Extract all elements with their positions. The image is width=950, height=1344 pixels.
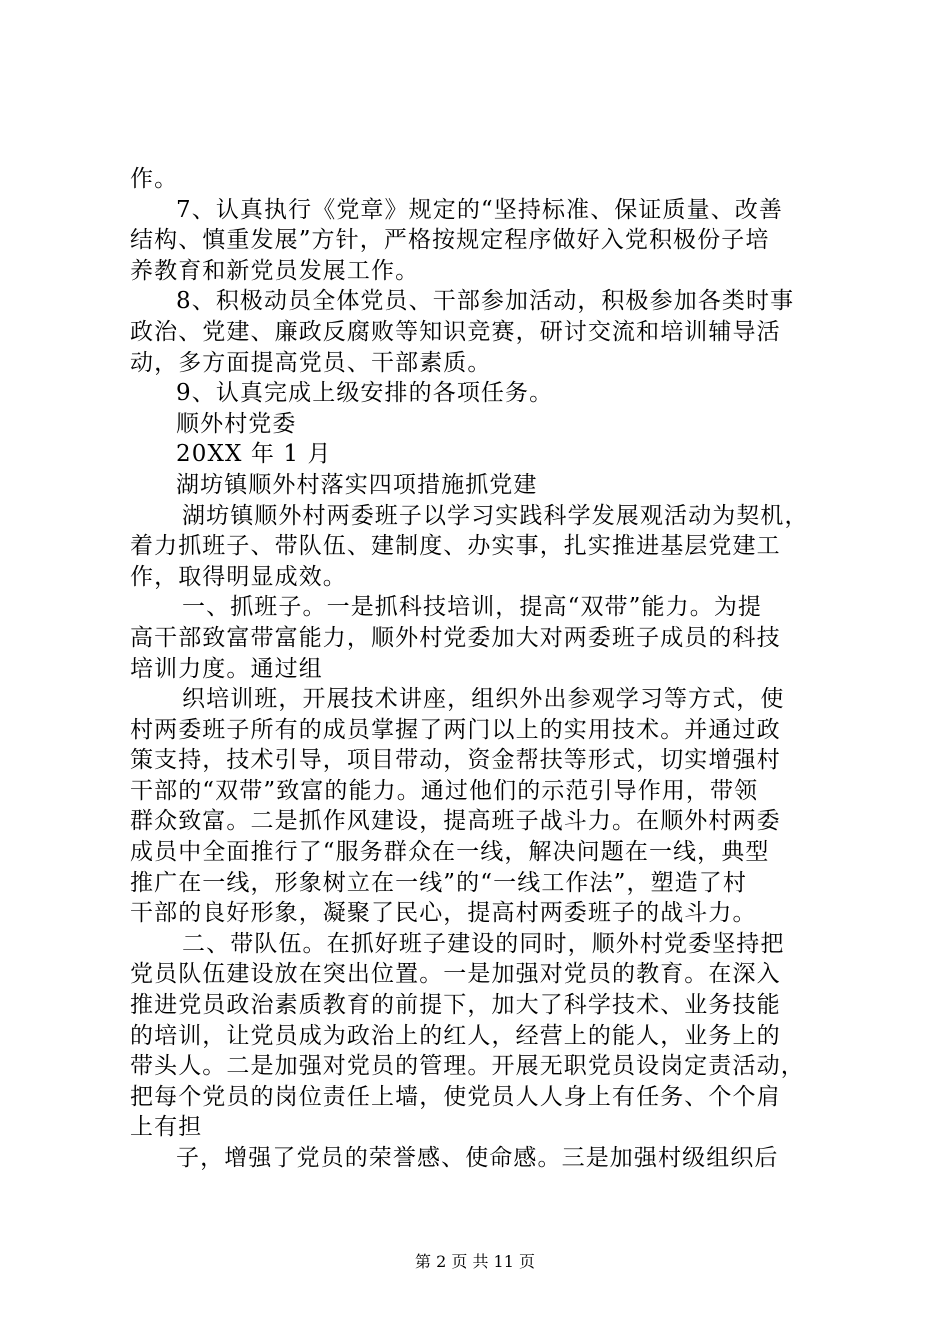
text-line: 7、认真执行《党章》规定的“坚持标准、保证质量、改善 bbox=[176, 196, 783, 223]
signature-org: 顺外村党委 bbox=[176, 410, 297, 437]
text-line: 村两委班子所有的成员掌握了两门以上的实用技术。并通过政 bbox=[130, 716, 781, 743]
text-line: 养教育和新党员发展工作。 bbox=[130, 257, 420, 284]
text-line: 党员队伍建设放在突出位置。一是加强对党员的教育。在深入 bbox=[130, 961, 781, 988]
text-line: 干部的“双带”致富的能力。通过他们的示范引导作用，带领 bbox=[130, 777, 759, 804]
text-line: 的培训，让党员成为政治上的红人，经营上的能人，业务上的 bbox=[130, 1022, 781, 1049]
text-line: 着力抓班子、带队伍、建制度、办实事，扎实推进基层党建工 bbox=[130, 533, 781, 560]
text-line: 政治、党建、廉政反腐败等知识竞赛，研讨交流和培训辅导活 bbox=[130, 318, 781, 345]
text-line: 培训力度。通过组 bbox=[130, 655, 323, 682]
text-line: 推广在一线，形象树立在一线”的“一线工作法”，塑造了村 bbox=[130, 869, 747, 896]
text-line: 湖坊镇顺外村两委班子以学习实践科学发展观活动为契机， bbox=[182, 502, 809, 529]
section-title: 湖坊镇顺外村落实四项措施抓党建 bbox=[176, 471, 538, 498]
text-line: 群众致富。二是抓作风建设，提高班子战斗力。在顺外村两委 bbox=[130, 808, 781, 835]
signature-date: 20XX 年 1 月 bbox=[176, 441, 332, 468]
text-line: 作，取得明显成效。 bbox=[130, 563, 347, 590]
text-line: 9、认真完成上级安排的各项任务。 bbox=[176, 380, 554, 407]
text-line: 结构、慎重发展”方针，严格按规定程序做好入党积极份子培 bbox=[130, 227, 770, 254]
text-line: 动，多方面提高党员、干部素质。 bbox=[130, 349, 492, 376]
text-line: 高干部致富带富能力，顺外村党委加大对两委班子成员的科技 bbox=[130, 624, 781, 651]
text-line: 干部的良好形象，凝聚了民心，提高村两委班子的战斗力。 bbox=[130, 900, 757, 927]
text-line: 一、抓班子。一是抓科技培训，提高“双带”能力。为提 bbox=[182, 594, 763, 621]
text-line: 带头人。二是加强对党员的管理。开展无职党员设岗定责活动， bbox=[130, 1053, 805, 1080]
text-line: 把每个党员的岗位责任上墙，使党员人人身上有任务、个个肩 bbox=[130, 1083, 781, 1110]
text-line: 策支持，技术引导，项目带动，资金帮扶等形式，切实增强村 bbox=[130, 747, 781, 774]
text-line: 织培训班，开展技术讲座，组织外出参观学习等方式，使 bbox=[182, 686, 785, 713]
text-line: 成员中全面推行了“服务群众在一线，解决问题在一线，典型 bbox=[130, 839, 770, 866]
page-number-footer: 第 2 页 共 11 页 bbox=[415, 1252, 535, 1271]
text-line: 上有担 bbox=[130, 1114, 203, 1141]
text-line: 作。 bbox=[130, 166, 179, 192]
text-line: 8、积极动员全体党员、干部参加活动，积极参加各类时事 bbox=[176, 288, 795, 315]
text-line: 子，增强了党员的荣誉感、使命感。三是加强村级组织后 bbox=[176, 1145, 779, 1171]
document-body bbox=[130, 164, 830, 1174]
text-line: 推进党员政治素质教育的前提下，加大了科学技术、业务技能 bbox=[130, 992, 781, 1019]
text-line: 二、带队伍。在抓好班子建设的同时，顺外村党委坚持把 bbox=[182, 930, 785, 957]
